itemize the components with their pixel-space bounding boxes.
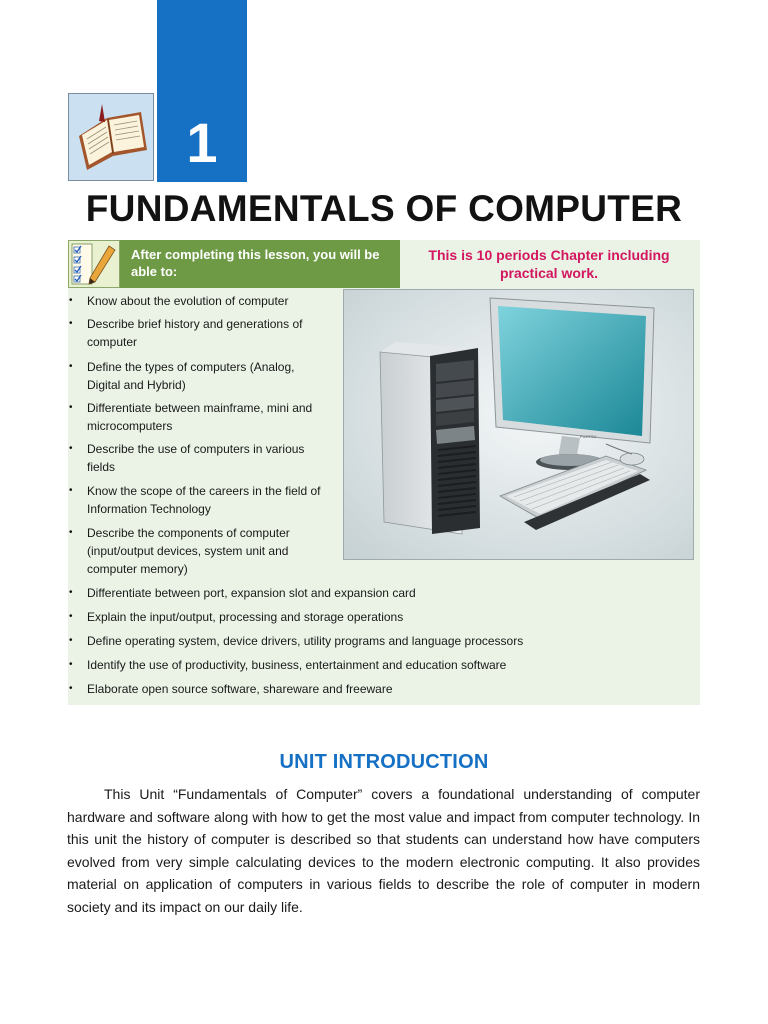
objective-item [66, 680, 707, 698]
objectives-intro-text: After completing this lesson, you will be able to: [131, 247, 380, 279]
objective-text-line: Know about the evolution of computer [87, 294, 289, 308]
bullet-icon: • [69, 587, 73, 598]
open-book-icon [68, 93, 154, 181]
bullet-icon: • [69, 295, 73, 306]
objective-item [66, 440, 357, 476]
desktop-computer-photo [343, 289, 694, 560]
objective-text-line: computer memory) [87, 562, 188, 576]
objective-text-line: Elaborate open source software, shareware and freeware [87, 682, 393, 696]
objective-text-line: Describe the components of computer [87, 526, 290, 540]
objective-item [66, 358, 357, 394]
objective-text-line: Define the types of computers (Analog, [87, 360, 295, 374]
bullet-icon: • [69, 611, 73, 622]
objective-text-line: Define operating system, device drivers, utility programs and language processors [87, 634, 524, 648]
unit-introduction-paragraph: This Unit “Fundamentals of Computer” covers a foundational understanding of computer hardware and software along with how to get the most value and impact from computer technology. In this unit the history of computer is described so that students can understand how have computers evolved from very simple calculating devices to the modern electronic computing. It also provides material on application of computers in various fields to describe the role of computer in modern society and its impact on our daily life. [67, 786, 700, 915]
chapter-number: 1 [186, 111, 218, 174]
objective-text-line: computer [87, 335, 138, 349]
objective-item [66, 315, 357, 351]
unit-introduction-heading: UNIT INTRODUCTION [279, 751, 489, 773]
bullet-icon: • [69, 659, 73, 670]
objective-text-line: (input/output devices, system unit and [87, 544, 289, 558]
monitor-brand-label: FUJITSU [580, 434, 597, 439]
objective-text-line: Describe brief history and generations of [87, 317, 303, 331]
objective-text-line: Know the scope of the careers in the field of [87, 484, 321, 498]
bullet-icon: • [69, 527, 73, 538]
objective-item [66, 482, 357, 518]
objective-item [66, 608, 707, 626]
bullet-icon: • [69, 635, 73, 646]
objective-text-line: Describe the use of computers in various [87, 442, 305, 456]
objective-text-line: Information Technology [87, 502, 211, 516]
objective-item [66, 399, 357, 435]
objective-text-line: Differentiate between mainframe, mini and [87, 401, 313, 415]
objective-item [66, 632, 707, 650]
periods-note: This is 10 periods Chapter including practical work. [428, 247, 670, 281]
bullet-icon: • [69, 402, 73, 413]
chapter-title: FUNDAMENTALS OF COMPUTER [85, 188, 683, 229]
bullet-icon: • [69, 361, 73, 372]
objective-item [66, 656, 707, 674]
objective-text-line: fields [87, 460, 116, 474]
objective-text-line: Identify the use of productivity, business, entertainment and education software [87, 658, 507, 672]
checklist-pencil-icon [68, 240, 120, 288]
objective-text-line: Differentiate between port, expansion slot and expansion card [87, 586, 416, 600]
objective-text-line: Digital and Hybrid) [87, 378, 186, 392]
bullet-icon: • [69, 318, 73, 329]
objective-item [66, 292, 357, 310]
objective-text-line: microcomputers [87, 419, 173, 433]
bullet-icon: • [69, 443, 73, 454]
bullet-icon: • [69, 485, 73, 496]
bullet-icon: • [69, 683, 73, 694]
objective-item [66, 584, 707, 602]
objective-text-line: Explain the input/output, processing and storage operations [87, 610, 404, 624]
objective-item [66, 524, 357, 578]
